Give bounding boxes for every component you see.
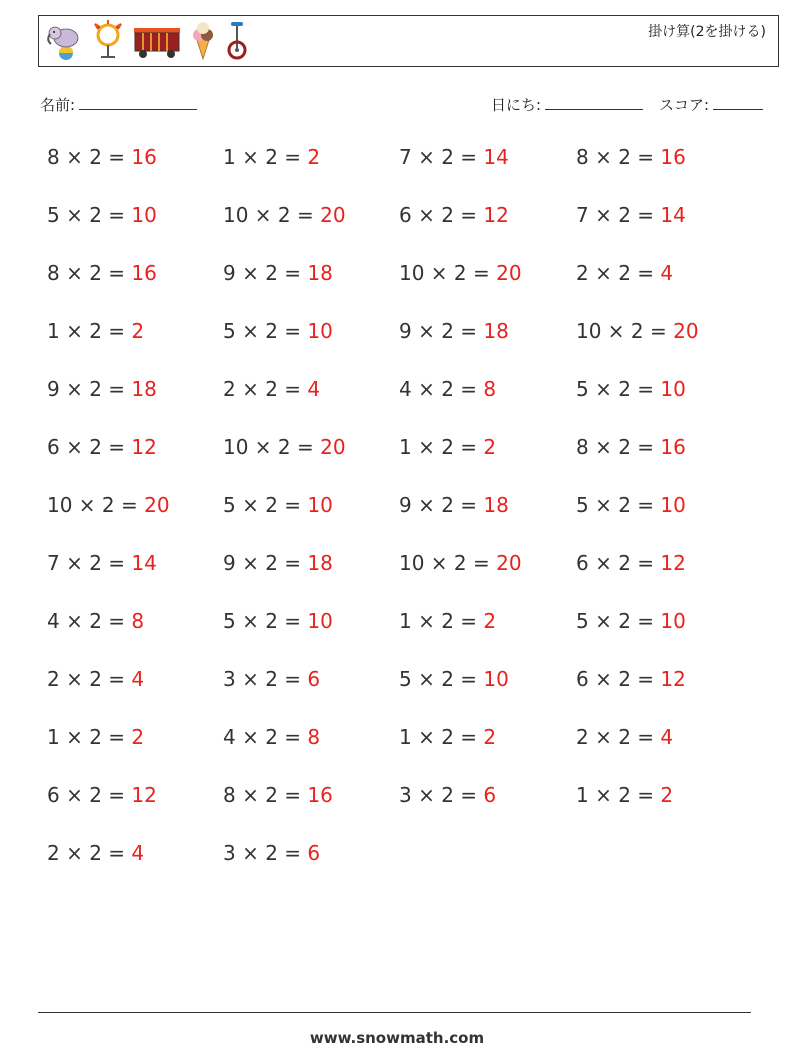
problem-answer: 14 — [660, 203, 686, 227]
problem-answer: 16 — [660, 435, 686, 459]
footer-url: www.snowmath.com — [309, 1029, 485, 1047]
problem-item — [399, 435, 496, 459]
problem-item — [223, 667, 320, 691]
problem-question: 2 × 2 = — [47, 667, 132, 691]
elephant-on-ball-icon — [45, 20, 85, 64]
problem-question: 9 × 2 = — [223, 551, 308, 575]
footer-divider — [38, 1012, 751, 1013]
problem-answer: 20 — [144, 493, 170, 517]
problem-question: 9 × 2 = — [399, 319, 484, 343]
problem-item — [223, 609, 333, 633]
problem-item — [223, 551, 333, 575]
problem-question: 3 × 2 = — [399, 783, 484, 807]
problem-item — [47, 435, 157, 459]
problem-answer: 14 — [131, 551, 157, 575]
problem-answer: 6 — [483, 783, 497, 807]
score-blank[interactable] — [713, 94, 763, 110]
problem-answer: 12 — [483, 203, 509, 227]
score-label: スコア: — [659, 96, 710, 114]
problem-item — [399, 667, 509, 691]
problem-question: 5 × 2 = — [223, 493, 308, 517]
worksheet-header — [38, 15, 779, 67]
problem-item — [576, 493, 686, 517]
problem-answer: 16 — [131, 145, 157, 169]
problem-answer: 16 — [131, 261, 157, 285]
problem-question: 6 × 2 = — [576, 551, 661, 575]
problem-question: 7 × 2 = — [47, 551, 132, 575]
problem-item — [223, 319, 333, 343]
problem-answer: 18 — [483, 319, 509, 343]
problem-answer: 4 — [660, 261, 674, 285]
date-field[interactable] — [491, 94, 643, 115]
problem-answer: 10 — [307, 319, 333, 343]
problem-question: 5 × 2 = — [576, 609, 661, 633]
problem-answer: 18 — [307, 261, 333, 285]
problem-answer: 20 — [320, 435, 346, 459]
problem-item — [47, 783, 157, 807]
problem-answer: 10 — [307, 493, 333, 517]
problem-item — [576, 725, 673, 749]
problem-item — [576, 783, 673, 807]
problem-item — [47, 145, 157, 169]
problem-answer: 4 — [660, 725, 674, 749]
problem-question: 9 × 2 = — [399, 493, 484, 517]
ice-cream-cone-icon — [189, 20, 217, 64]
problem-question: 5 × 2 = — [576, 493, 661, 517]
problem-question: 5 × 2 = — [576, 377, 661, 401]
worksheet-title: 掛け算(2を掛ける) — [648, 24, 766, 40]
problem-item — [223, 261, 333, 285]
problem-question: 10 × 2 = — [223, 203, 321, 227]
problem-item — [399, 203, 509, 227]
problem-question: 8 × 2 = — [223, 783, 308, 807]
problem-answer: 2 — [483, 609, 497, 633]
unicycle-icon — [223, 20, 251, 64]
problem-item — [399, 145, 509, 169]
header-icons — [45, 22, 251, 62]
problem-answer: 4 — [307, 377, 321, 401]
problem-answer: 18 — [483, 493, 509, 517]
problem-answer: 10 — [660, 609, 686, 633]
problem-item — [47, 493, 170, 517]
problem-answer: 2 — [307, 145, 321, 169]
score-field[interactable] — [659, 94, 763, 115]
problem-item — [399, 551, 522, 575]
problem-question: 2 × 2 = — [223, 377, 308, 401]
problem-item — [576, 203, 686, 227]
problem-answer: 2 — [131, 319, 145, 343]
problem-question: 4 × 2 = — [223, 725, 308, 749]
problem-question: 2 × 2 = — [576, 725, 661, 749]
problem-question: 1 × 2 = — [399, 609, 484, 633]
problem-answer: 8 — [131, 609, 145, 633]
problem-question: 6 × 2 = — [47, 435, 132, 459]
problem-item — [223, 435, 346, 459]
problem-item — [223, 203, 346, 227]
circus-wagon-icon — [131, 20, 183, 64]
problem-answer: 2 — [660, 783, 674, 807]
name-field[interactable] — [40, 94, 197, 115]
problem-question: 1 × 2 = — [399, 435, 484, 459]
problem-question: 10 × 2 = — [399, 261, 497, 285]
problem-item — [576, 377, 686, 401]
problem-answer: 12 — [131, 783, 157, 807]
problem-item — [576, 435, 686, 459]
problem-answer: 2 — [131, 725, 145, 749]
problem-item — [47, 667, 144, 691]
circus-fire-ring-icon — [91, 20, 125, 64]
problem-answer: 20 — [320, 203, 346, 227]
problem-item — [47, 551, 157, 575]
problem-item — [47, 609, 144, 633]
problem-answer: 2 — [483, 435, 497, 459]
problem-item — [576, 609, 686, 633]
problem-question: 8 × 2 = — [576, 435, 661, 459]
name-blank[interactable] — [79, 94, 197, 110]
problem-answer: 14 — [483, 145, 509, 169]
problem-item — [399, 319, 509, 343]
problem-item — [399, 725, 496, 749]
date-blank[interactable] — [545, 94, 643, 110]
problem-question: 1 × 2 = — [223, 145, 308, 169]
problem-item — [576, 261, 673, 285]
problem-answer: 10 — [660, 377, 686, 401]
problem-question: 4 × 2 = — [47, 609, 132, 633]
problem-question: 8 × 2 = — [576, 145, 661, 169]
problem-question: 10 × 2 = — [47, 493, 145, 517]
problem-item — [399, 609, 496, 633]
problem-item — [223, 377, 320, 401]
problem-answer: 10 — [307, 609, 333, 633]
problem-question: 10 × 2 = — [399, 551, 497, 575]
problem-question: 6 × 2 = — [47, 783, 132, 807]
problem-answer: 12 — [660, 551, 686, 575]
problem-item — [399, 783, 496, 807]
problem-item — [223, 783, 333, 807]
date-label: 日にち: — [491, 96, 542, 114]
problem-item — [576, 667, 686, 691]
problem-item — [47, 725, 144, 749]
problem-question: 10 × 2 = — [223, 435, 321, 459]
problem-item — [399, 261, 522, 285]
problem-question: 8 × 2 = — [47, 261, 132, 285]
problem-answer: 4 — [131, 841, 145, 865]
problem-question: 5 × 2 = — [223, 319, 308, 343]
problem-item — [47, 841, 144, 865]
problem-item — [47, 261, 157, 285]
problem-question: 8 × 2 = — [47, 145, 132, 169]
problem-item — [47, 319, 144, 343]
problem-answer: 10 — [131, 203, 157, 227]
problem-item — [223, 493, 333, 517]
problem-answer: 18 — [307, 551, 333, 575]
problem-question: 9 × 2 = — [47, 377, 132, 401]
problem-question: 10 × 2 = — [576, 319, 674, 343]
problem-item — [576, 319, 699, 343]
problem-answer: 6 — [307, 667, 321, 691]
problem-answer: 12 — [131, 435, 157, 459]
problem-question: 5 × 2 = — [47, 203, 132, 227]
problem-answer: 10 — [483, 667, 509, 691]
problem-question: 6 × 2 = — [576, 667, 661, 691]
problem-answer: 16 — [660, 145, 686, 169]
problem-item — [399, 493, 509, 517]
problem-answer: 12 — [660, 667, 686, 691]
problem-question: 7 × 2 = — [399, 145, 484, 169]
problem-answer: 8 — [483, 377, 497, 401]
problem-item — [576, 551, 686, 575]
problem-item — [223, 145, 320, 169]
problem-item — [576, 145, 686, 169]
problem-question: 3 × 2 = — [223, 667, 308, 691]
problem-question: 1 × 2 = — [47, 725, 132, 749]
problem-question: 2 × 2 = — [47, 841, 132, 865]
problem-item — [47, 377, 157, 401]
problem-item — [47, 203, 157, 227]
problem-answer: 20 — [673, 319, 699, 343]
problem-answer: 18 — [131, 377, 157, 401]
problem-answer: 10 — [660, 493, 686, 517]
problem-answer: 20 — [496, 261, 522, 285]
problem-answer: 8 — [307, 725, 321, 749]
problem-question: 9 × 2 = — [223, 261, 308, 285]
problem-question: 3 × 2 = — [223, 841, 308, 865]
problem-answer: 2 — [483, 725, 497, 749]
problem-answer: 4 — [131, 667, 145, 691]
problem-question: 1 × 2 = — [47, 319, 132, 343]
problem-answer: 16 — [307, 783, 333, 807]
problem-question: 4 × 2 = — [399, 377, 484, 401]
problem-question: 5 × 2 = — [223, 609, 308, 633]
problem-question: 1 × 2 = — [399, 725, 484, 749]
problem-question: 6 × 2 = — [399, 203, 484, 227]
problem-question: 5 × 2 = — [399, 667, 484, 691]
problem-question: 1 × 2 = — [576, 783, 661, 807]
name-label: 名前: — [40, 96, 76, 114]
problem-item — [223, 725, 320, 749]
problem-item — [223, 841, 320, 865]
problem-question: 7 × 2 = — [576, 203, 661, 227]
problem-question: 2 × 2 = — [576, 261, 661, 285]
problem-item — [399, 377, 496, 401]
problem-answer: 6 — [307, 841, 321, 865]
problem-answer: 20 — [496, 551, 522, 575]
